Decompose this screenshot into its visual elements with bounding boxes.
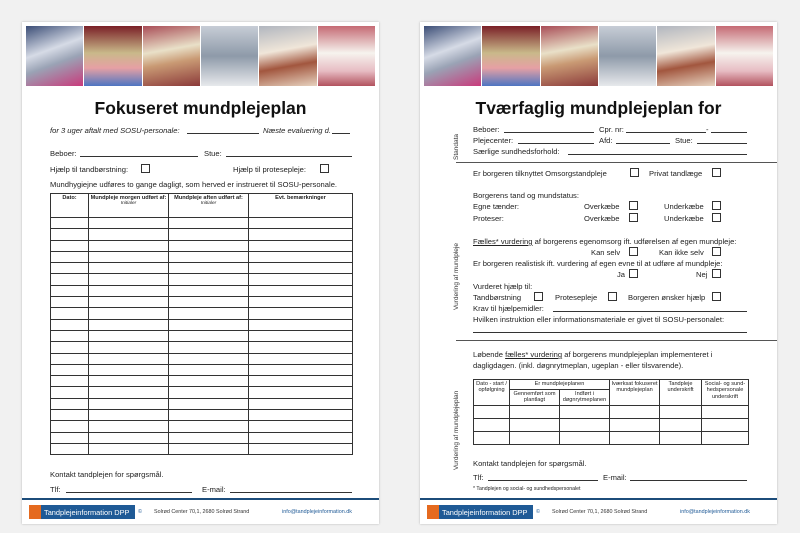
omsorg-checkbox[interactable] [630, 168, 639, 177]
table-cell[interactable] [89, 342, 169, 353]
kan-selv-label: Kan selv [591, 248, 621, 257]
table-cell[interactable] [51, 308, 89, 319]
table-cell[interactable] [89, 319, 169, 330]
evaluation-table [473, 379, 749, 445]
stue-label: Stue: [675, 136, 693, 145]
table-cell[interactable] [51, 251, 89, 262]
cpr-line-2 [711, 132, 747, 133]
table-cell[interactable] [89, 297, 169, 308]
hvilken-line [473, 332, 747, 333]
table-row [51, 364, 353, 375]
col-morning-header: Mundpleje morgen udført af: Initialer [89, 194, 169, 218]
dental-photo [599, 26, 656, 86]
page-footer [22, 498, 379, 524]
table-row [51, 297, 353, 308]
table-cell[interactable] [560, 432, 610, 445]
table-cell[interactable] [89, 330, 169, 341]
table-cell[interactable] [89, 308, 169, 319]
table-cell[interactable] [51, 376, 89, 387]
footer-email[interactable]: info@tandplejeinformation.dk [680, 509, 750, 515]
section-divider [456, 340, 777, 341]
tlf-line [66, 492, 192, 493]
col-remarks-header: Evt. bemærkninger [249, 194, 353, 218]
privat-label: Privat tandlæge [649, 169, 703, 178]
onsker-checkbox[interactable] [712, 292, 721, 301]
footer-address: Solrød Center 70,1, 2680 Solrød Strand [552, 509, 648, 515]
table-cell[interactable] [89, 218, 169, 229]
stue-line [697, 143, 747, 144]
table-row [51, 319, 353, 330]
dental-photo [482, 26, 539, 86]
col-iverk-header: Iværksat fokuseret mundplejeplan [610, 380, 660, 406]
table-cell[interactable] [249, 421, 353, 432]
table-row [51, 387, 353, 398]
kan-ikke-label: Kan ikke selv [659, 248, 704, 257]
page-title: Fokuseret mundplejeplan [94, 98, 307, 118]
table-cell[interactable] [702, 419, 749, 432]
email-line [230, 492, 352, 493]
table-cell[interactable] [249, 410, 353, 421]
table-cell[interactable] [610, 432, 660, 445]
instruction-text: Mundhygiejne udføres to gange dagligt, som herved er instrueret til SOSU-personale. [50, 180, 338, 189]
table-cell[interactable] [51, 432, 89, 443]
table-cell[interactable] [89, 274, 169, 285]
col-tandpleje-header: Tandpleje underskrift [660, 380, 702, 406]
table-cell[interactable] [89, 240, 169, 251]
afd-line [616, 143, 670, 144]
table-cell[interactable] [89, 251, 169, 262]
dental-photo [657, 26, 714, 86]
logo-mark-icon [29, 505, 41, 519]
care-log-table [50, 193, 353, 455]
table-cell[interactable] [610, 419, 660, 432]
side-label-mundplejeplan: Vurdering af mundplejeplan [453, 390, 460, 470]
afd-label: Afd: [599, 136, 613, 145]
table-row [51, 330, 353, 341]
table-cell[interactable] [51, 319, 89, 330]
tlf-line [488, 480, 598, 481]
table-row [51, 229, 353, 240]
stue-line [226, 156, 352, 157]
table-cell[interactable] [169, 443, 249, 454]
table-cell[interactable] [169, 240, 249, 251]
table-cell[interactable] [51, 353, 89, 364]
table-cell[interactable] [51, 421, 89, 432]
table-cell[interactable] [660, 419, 702, 432]
tlf-label: Tlf: [50, 485, 61, 494]
footer-address: Solrød Center 70,1, 2680 Solrød Strand [154, 509, 250, 515]
saerlige-line [568, 154, 747, 155]
table-cell[interactable] [249, 274, 353, 285]
table-cell[interactable] [169, 263, 249, 274]
dental-photo [201, 26, 258, 86]
table-cell[interactable] [169, 387, 249, 398]
logo-mark-icon [427, 505, 439, 519]
table-cell[interactable] [89, 376, 169, 387]
table-cell[interactable] [169, 285, 249, 296]
table-cell[interactable] [560, 419, 610, 432]
table-cell[interactable] [510, 406, 560, 419]
table-cell[interactable] [249, 353, 353, 364]
faelles-text: Fælles* vurdering af borgerens egenomsorg ift. udførelsen af egen mundpleje: [473, 237, 737, 246]
table-row [51, 263, 353, 274]
table-cell[interactable] [169, 353, 249, 364]
table-row [51, 240, 353, 251]
saerlige-label: Særlige sundhedsforhold: [473, 147, 560, 156]
table-cell[interactable] [89, 353, 169, 364]
protese-checkbox[interactable] [608, 292, 617, 301]
table-row [51, 353, 353, 364]
table-row [51, 251, 353, 262]
copyright-symbol: © [138, 509, 142, 515]
dental-photo [26, 26, 83, 86]
table-cell[interactable] [169, 308, 249, 319]
table-cell[interactable] [249, 218, 353, 229]
table-cell[interactable] [51, 398, 89, 409]
protese-under-label: Underkæbe [664, 214, 704, 223]
brand-logo: Tandplejeinformation DPP [427, 505, 533, 519]
table-cell[interactable] [249, 342, 353, 353]
table-cell[interactable] [249, 319, 353, 330]
left-page [22, 22, 379, 524]
protese-label: Proteseplejе [555, 293, 598, 302]
table-row [51, 274, 353, 285]
col-implement-header: Er mundplejeplanen [510, 380, 610, 390]
vurderet-label: Vurderet hjælp til: [473, 282, 533, 291]
tand-checkbox[interactable] [534, 292, 543, 301]
table-cell[interactable] [249, 387, 353, 398]
page-footer [420, 498, 777, 524]
plejecenter-label: Plejecenter: [473, 136, 514, 145]
dental-photo [259, 26, 316, 86]
table-cell[interactable] [51, 297, 89, 308]
krav-line [553, 311, 747, 312]
ja-checkbox[interactable] [629, 269, 638, 278]
table-row [51, 285, 353, 296]
table-row [51, 342, 353, 353]
table-cell[interactable] [89, 421, 169, 432]
table-cell[interactable] [89, 443, 169, 454]
ja-label: Ja [617, 270, 626, 279]
table-cell[interactable] [51, 330, 89, 341]
side-label-mundpleje: Vurdering af mundpleje [453, 243, 460, 310]
col-date-header: Dato: [51, 194, 89, 218]
table-cell[interactable] [560, 406, 610, 419]
table-cell[interactable] [51, 342, 89, 353]
status-label: Borgerens tand og mundstatus: [473, 191, 579, 200]
table-row [51, 432, 353, 443]
onsker-label: Borgeren ønsker hjælp [628, 293, 706, 302]
table-cell[interactable] [169, 251, 249, 262]
table-cell[interactable] [169, 421, 249, 432]
hjaelp-tand-checkbox[interactable] [141, 164, 150, 173]
proteser-label: Proteser: [473, 214, 504, 223]
cpr-dash: - [706, 125, 709, 134]
table-cell[interactable] [249, 263, 353, 274]
table-cell[interactable] [89, 398, 169, 409]
realistisk-text: Er borgeren realistisk ift. vurdering af egen evne til at udføre af mundpleje: [473, 259, 723, 268]
table-cell[interactable] [51, 285, 89, 296]
table-cell[interactable] [51, 229, 89, 240]
dental-photo [84, 26, 141, 86]
footnote: * Tandplejen og social- og sundhedspersonalet [473, 486, 581, 492]
table-cell[interactable] [51, 263, 89, 274]
krav-label: Krav til hjælpemidler: [473, 304, 544, 313]
lobende-text: Løbende fælles* vurdering af borgerens mundplejeplan implementeret i [473, 350, 713, 359]
dental-photo [541, 26, 598, 86]
col-dato-header: Dato - start / opfølgning [474, 380, 510, 406]
table-cell[interactable] [474, 406, 510, 419]
dental-photo [424, 26, 481, 86]
table-cell[interactable] [660, 406, 702, 419]
hjaelp-protese-label: Hjælp til proteseplejе: [233, 165, 307, 174]
table-row [51, 443, 353, 454]
table-cell[interactable] [249, 308, 353, 319]
table-row [51, 398, 353, 409]
footer-email[interactable]: info@tandplejeinformation.dk [282, 509, 352, 515]
table-cell[interactable] [89, 229, 169, 240]
table-row [51, 376, 353, 387]
hjaelp-protese-checkbox[interactable] [320, 164, 329, 173]
cpr-line [626, 132, 706, 133]
tand-label: Tandbørstning [473, 293, 522, 302]
table-cell[interactable] [51, 240, 89, 251]
dental-photo [143, 26, 200, 86]
table-cell[interactable] [249, 251, 353, 262]
table-cell[interactable] [249, 297, 353, 308]
table-cell[interactable] [51, 443, 89, 454]
table-cell[interactable] [474, 432, 510, 445]
omsorg-question: Er borgeren tilknyttet Omsorgstandpleje [473, 169, 607, 178]
table-cell[interactable] [169, 398, 249, 409]
table-cell[interactable] [169, 330, 249, 341]
table-cell[interactable] [660, 432, 702, 445]
right-page [420, 22, 777, 524]
contact-text: Kontakt tandplejen for spørgsmål. [50, 470, 164, 479]
table-cell[interactable] [89, 410, 169, 421]
table-cell[interactable] [169, 297, 249, 308]
table-cell[interactable] [702, 406, 749, 419]
footer-bar [420, 498, 777, 500]
nej-checkbox[interactable] [712, 269, 721, 278]
photo-banner [26, 26, 375, 86]
table-cell[interactable] [89, 432, 169, 443]
table-cell[interactable] [51, 218, 89, 229]
table-cell[interactable] [169, 376, 249, 387]
table-cell[interactable] [249, 229, 353, 240]
privat-checkbox[interactable] [712, 168, 721, 177]
cpr-label: Cpr. nr: [599, 125, 624, 134]
table-cell[interactable] [510, 419, 560, 432]
table-cell[interactable] [51, 387, 89, 398]
intro-label: for 3 uger aftalt med SOSU-personale: [50, 126, 180, 135]
tlf-label: Tlf: [473, 473, 484, 482]
egne-over-checkbox[interactable] [629, 201, 638, 210]
table-cell[interactable] [89, 364, 169, 375]
egne-under-checkbox[interactable] [712, 201, 721, 210]
table-cell[interactable] [89, 285, 169, 296]
table-cell[interactable] [169, 218, 249, 229]
table-cell[interactable] [702, 432, 749, 445]
nej-label: Nej [696, 270, 708, 279]
page-title: Tværfaglig mundplejeplan for [475, 98, 722, 118]
col-gennem-header: Gennemført som plantlagt [510, 390, 560, 406]
table-cell[interactable] [89, 263, 169, 274]
table-cell[interactable] [51, 364, 89, 375]
table-cell[interactable] [249, 432, 353, 443]
contact-text: Kontakt tandplejen for spørgsmål. [473, 459, 587, 468]
beboer-line [504, 132, 594, 133]
photo-banner [424, 26, 773, 86]
table-cell[interactable] [169, 229, 249, 240]
email-label: E-mail: [202, 485, 226, 494]
kan-selv-checkbox[interactable] [629, 247, 638, 256]
egne-under-label: Underkæbe [664, 202, 704, 211]
table-cell[interactable] [169, 432, 249, 443]
table-cell[interactable] [474, 419, 510, 432]
table-cell[interactable] [610, 406, 660, 419]
beboer-line [80, 156, 198, 157]
evaluation-line [332, 133, 350, 134]
copyright-symbol: © [536, 509, 540, 515]
table-cell[interactable] [249, 330, 353, 341]
hvilken-label: Hvilken instruktion eller informationsmateriale er givet til SOSU-personalet: [473, 315, 725, 324]
table-cell[interactable] [89, 387, 169, 398]
table-cell[interactable] [169, 274, 249, 285]
lobende-text-2: dagligdagen. (inkl. døgnrytmeplan, ugeplan - eller tilsvarende). [473, 361, 684, 370]
table-cell[interactable] [249, 364, 353, 375]
col-evening-header: Mundpleje aften udført af: Initialer [169, 194, 249, 218]
beboer-label: Beboer: [50, 149, 77, 158]
table-cell[interactable] [51, 410, 89, 421]
table-row [51, 410, 353, 421]
egne-label: Egne tænder: [473, 202, 520, 211]
initial-line [187, 133, 259, 134]
table-cell[interactable] [249, 443, 353, 454]
table-cell[interactable] [169, 364, 249, 375]
beboer-label: Beboer: [473, 125, 500, 134]
table-cell[interactable] [169, 342, 249, 353]
side-label-stamdata: Standata [453, 133, 460, 160]
footer-bar [22, 498, 379, 500]
protese-under-checkbox[interactable] [712, 213, 721, 222]
dental-photo [716, 26, 773, 86]
table-cell[interactable] [249, 376, 353, 387]
kan-ikke-checkbox[interactable] [712, 247, 721, 256]
col-social-header: Social- og sund-hedspersonale underskrift [702, 380, 749, 406]
egne-over-label: Overkæbe [584, 202, 620, 211]
table-row [51, 421, 353, 432]
table-row [51, 218, 353, 229]
hjaelp-tand-label: Hjælp til tandbørstning: [50, 165, 129, 174]
dental-photo [318, 26, 375, 86]
col-indfort-header: Indført i døgnrytmeplanen [560, 390, 610, 406]
email-line [630, 480, 747, 481]
email-label: E-mail: [603, 473, 627, 482]
table-cell[interactable] [249, 240, 353, 251]
table-cell[interactable] [249, 398, 353, 409]
table-row [51, 308, 353, 319]
table-cell[interactable] [510, 432, 560, 445]
plejecenter-line [518, 143, 594, 144]
table-cell[interactable] [249, 285, 353, 296]
stue-label: Stue: [204, 149, 222, 158]
section-divider [456, 162, 777, 163]
table-cell[interactable] [169, 410, 249, 421]
table-cell[interactable] [51, 274, 89, 285]
table-cell[interactable] [169, 319, 249, 330]
brand-logo: Tandplejeinformation DPP [29, 505, 135, 519]
evaluation-label: Næste evaluering d. [263, 126, 331, 135]
protese-over-checkbox[interactable] [629, 213, 638, 222]
protese-over-label: Overkæbe [584, 214, 620, 223]
